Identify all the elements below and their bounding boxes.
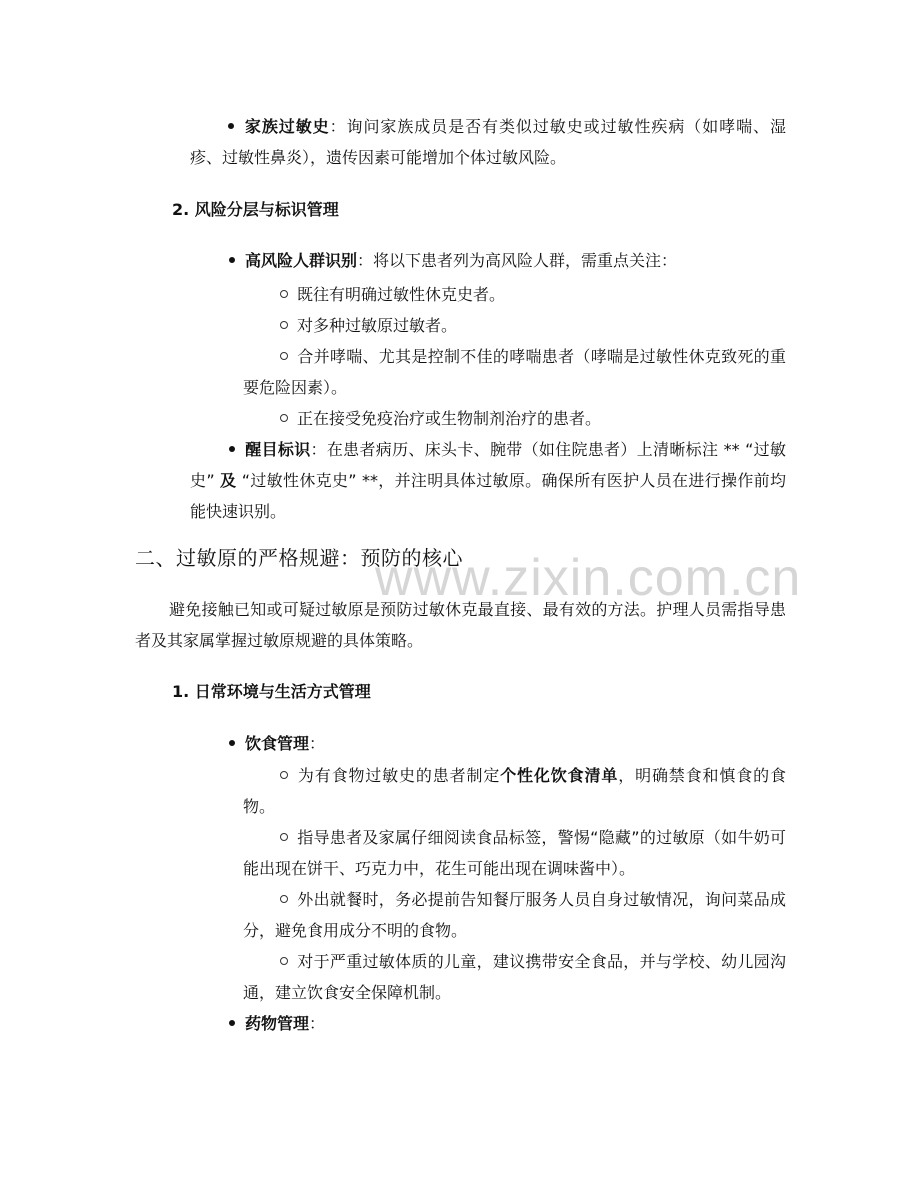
item-text: “过敏性休克史” **，并注明具体过敏原。确保所有医护人员在进行操作前均能快速识别。 — [190, 471, 786, 521]
sub-list-item — [280, 403, 786, 434]
list-item — [229, 1008, 789, 1039]
section-title: 2. 风险分层与标识管理 — [172, 200, 339, 219]
paragraph: 避免接触已知或可疑过敏原是预防过敏休克最直接、最有效的方法。护理人员需指导患者及其家属掌握过敏原规避的具体策略。 — [135, 600, 786, 650]
sub-item-text: 对多种过敏原过敏者。 — [297, 316, 458, 335]
bullet-dot-icon — [229, 446, 235, 452]
bullet-circle-icon — [280, 321, 288, 329]
list-item — [229, 728, 789, 759]
item-label: 家族过敏史 — [244, 117, 330, 136]
item-label: 高风险人群识别 — [245, 251, 358, 270]
watermark-text: www.zixin.com.cn — [375, 549, 802, 607]
sub-item-text: 正在接受免疫治疗或生物制剂治疗的患者。 — [297, 409, 602, 428]
sub-item-text: 对于严重过敏体质的儿童，建议携带安全食品，并与学校、幼儿园沟通，建立饮食安全保障机制。 — [243, 952, 786, 1002]
item-text: ：将以下患者列为高风险人群，需重点关注： — [357, 251, 678, 270]
list-item — [229, 245, 789, 276]
bullet-circle-icon — [280, 771, 288, 779]
sub-list-item — [243, 760, 786, 822]
list-item — [190, 434, 786, 527]
sub-item-text: 外出就餐时，务必提前告知餐厅服务人员自身过敏情况，询问菜品成分，避免食用成分不明的食物。 — [243, 890, 786, 940]
bullet-circle-icon — [280, 290, 288, 298]
sub-list-item — [243, 341, 786, 403]
chapter-heading: 二、过敏原的严格规避：预防的核心 — [135, 546, 463, 570]
item-text: ：在患者病历、床头卡、腕带（如住院患者）上清晰标注 ** “过敏史” — [190, 440, 786, 490]
sub-list-item — [243, 822, 786, 884]
sub-list-item — [243, 884, 786, 946]
sub-item-text: 合并哮喘、尤其是控制不佳的哮喘患者（哮喘是过敏性休克致死的重要危险因素）。 — [243, 347, 786, 397]
item-text: ： — [309, 1014, 326, 1033]
item-label: 饮食管理 — [245, 734, 310, 753]
sub-item-bold-text: 个性化饮食清单 — [500, 766, 619, 785]
section-title: 1. 日常环境与生活方式管理 — [172, 682, 371, 701]
bullet-dot-icon — [229, 740, 235, 746]
sub-item-text: 为有食物过敏史的患者制定 — [297, 766, 501, 785]
bullet-circle-icon — [280, 957, 288, 965]
list-item — [190, 111, 786, 173]
sub-list-item — [280, 310, 786, 341]
item-label: 醒目标识 — [245, 440, 311, 459]
sub-list-item — [280, 279, 786, 310]
sub-item-text: 既往有明确过敏性休克史者。 — [297, 285, 506, 304]
bullet-circle-icon — [280, 895, 288, 903]
item-text: ：询问家族成员是否有类似过敏史或过敏性疾病（如哮喘、湿疹、过敏性鼻炎），遗传因素可能增加个体过敏风险。 — [190, 117, 786, 167]
item-label: 药物管理 — [245, 1014, 310, 1033]
sub-item-text: 指导患者及家属仔细阅读食品标签，警惕“隐藏”的过敏原（如牛奶可能出现在饼干、巧克力中，花生可能出现在调味酱中）。 — [243, 828, 786, 878]
bullet-dot-icon — [229, 257, 235, 263]
item-text: ： — [309, 734, 326, 753]
bullet-circle-icon — [280, 833, 288, 841]
bullet-dot-icon — [229, 1020, 235, 1026]
item-bold-text: 及 — [220, 471, 237, 490]
bullet-dot-icon — [228, 123, 234, 129]
sub-item-text: ，明确禁食和慎食的食物。 — [243, 766, 786, 816]
bullet-circle-icon — [280, 352, 288, 360]
sub-list-item — [243, 946, 786, 1008]
bullet-circle-icon — [280, 414, 288, 422]
